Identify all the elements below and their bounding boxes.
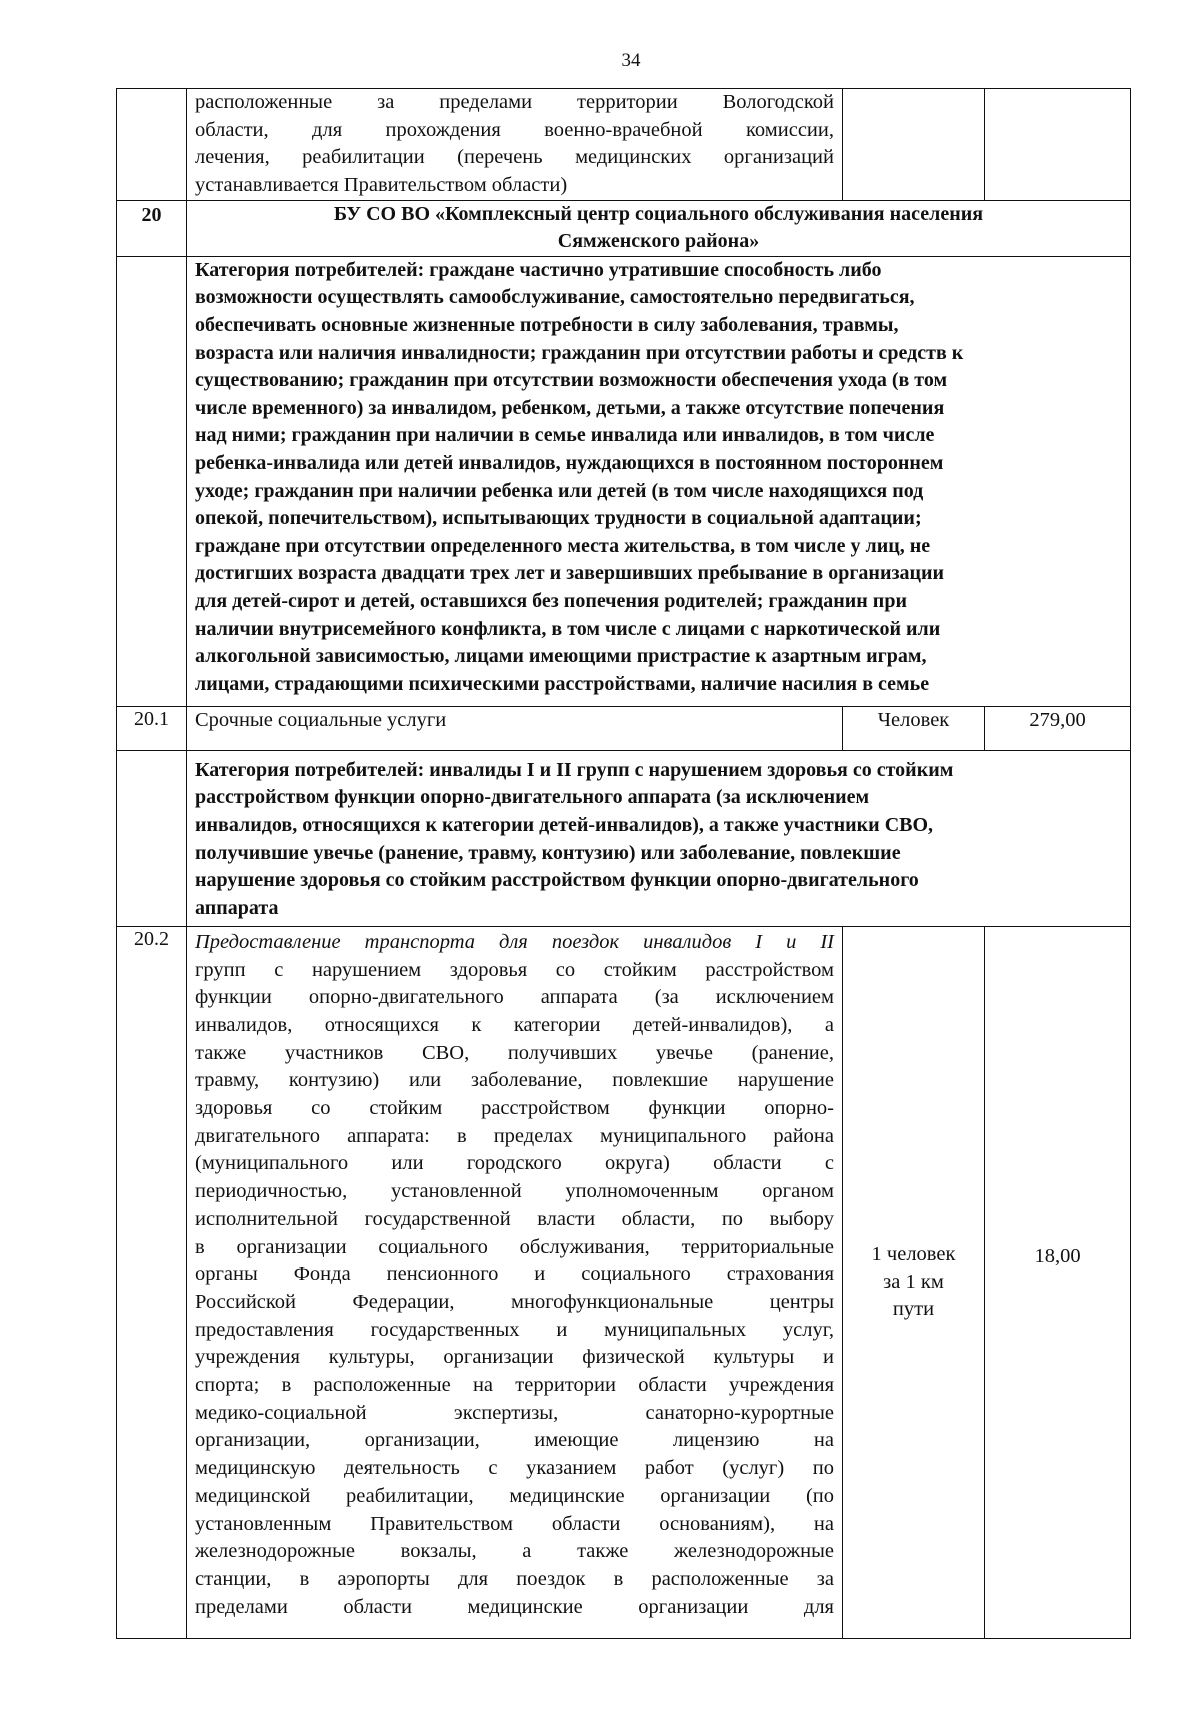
service-tariff <box>985 926 1131 1638</box>
category-line: граждане при отсутствии определенного места жительства, в том числе у лиц, не <box>195 534 931 557</box>
organization-name-line: БУ СО ВО «Комплексный центр социального обслуживания населения <box>333 202 984 225</box>
table-row-continuation <box>117 89 1131 201</box>
category-line: алкогольной зависимостью, лицами имеющими пристрастие к азартным играм, <box>195 645 927 668</box>
table-row-category <box>117 256 1131 706</box>
unit-cell-empty <box>843 89 985 201</box>
text-line: станции, в аэропорты для поездок в расположенные за <box>195 1567 834 1590</box>
category-line: лицами, страдающими психическими расстройствами, наличие насилия в семье <box>195 672 930 695</box>
text-line: (муниципального или городского округа) области с <box>195 1152 834 1175</box>
category-line: опекой, попечительством), испытывающих трудности в социальной адаптации; <box>195 507 922 530</box>
tariff-value: 18,00 <box>1034 1244 1081 1267</box>
category-line: получившие увечье (ранение, травму, контузию) или заболевание, повлекшие <box>195 841 901 864</box>
text-line: пределами области медицинские организации для <box>195 1595 834 1618</box>
table-row-organization <box>117 200 1131 256</box>
text-line: организации, организации, имеющие лицензию на <box>195 1429 834 1452</box>
table-row-category <box>117 750 1131 926</box>
service-unit: Человек <box>843 706 985 750</box>
table-row-service <box>117 706 1131 750</box>
text-line: медицинскую деятельность с указанием работ (услуг) по <box>195 1457 834 1480</box>
category-line: аппарата <box>195 896 279 919</box>
page-number: 34 <box>621 50 641 71</box>
text-line: периодичностью, установленной уполномоченным органом <box>195 1180 834 1203</box>
service-name: Срочные социальные услуги <box>187 706 843 750</box>
category-line: Категория потребителей: инвалиды I и II групп с нарушением здоровья со стойким <box>195 758 954 781</box>
text-line: двигательного аппарата: в пределах муниципального района <box>195 1124 834 1147</box>
text-line: исполнительной государственной власти области, по выбору <box>195 1207 834 1230</box>
text-line: предоставления государственных и муниципальных услуг, <box>195 1318 834 1341</box>
unit-line: 1 человек <box>871 1243 956 1266</box>
text-line: функции опорно-двигательного аппарата (за исключением <box>195 986 834 1009</box>
service-tariff: 279,00 <box>985 706 1131 750</box>
unit-line: пути <box>892 1298 935 1321</box>
text-line: медицинской реабилитации, медицинские организации (по <box>195 1484 834 1507</box>
value-cell-empty <box>985 89 1131 201</box>
category-line: возможности осуществлять самообслуживание, самостоятельно передвигаться, <box>195 286 915 309</box>
category-line: над ними; гражданин при наличии в семье инвалида или инвалидов, в том числе <box>195 424 935 447</box>
table-row-service <box>117 926 1131 1638</box>
category-line: Категория потребителей: граждане частично утратившие способность либо <box>195 258 882 281</box>
category-line: наличии внутрисемейного конфликта, в том числе с лицами с наркотической или <box>195 617 941 640</box>
text-line: инвалидов, относящихся к категории детей-инвалидов), а <box>195 1013 834 1036</box>
text-line: спорта; в расположенные на территории области учреждения <box>195 1374 834 1397</box>
text-line: медико-социальной экспертизы, санаторно-курортные <box>195 1401 834 1424</box>
text-line: здоровья со стойким расстройством функции опорно- <box>195 1097 834 1120</box>
organization-number: 20 <box>117 200 187 256</box>
text-line: также участников СВО, получивших увечье (ранение, <box>195 1041 834 1064</box>
category-line: для детей-сирот и детей, оставшихся без попечения родителей; гражданин при <box>195 589 907 612</box>
text-line: расположенные за пределами территории Вологодской <box>195 91 834 113</box>
text-line: Российской Федерации, многофункциональные центры <box>195 1290 834 1313</box>
service-text-continuation <box>195 89 834 200</box>
number-cell-empty <box>117 256 187 706</box>
category-line: расстройством функции опорно-двигательного аппарата (за исключением <box>195 786 870 809</box>
text-line: в организации социального обслуживания, территориальные <box>195 1235 834 1258</box>
text-line: групп с нарушением здоровья со стойким расстройством <box>195 958 834 981</box>
organization-name-line: Сямженского района» <box>557 229 760 252</box>
consumer-category-2 <box>187 750 1131 926</box>
category-line: ребенка-инвалида или детей инвалидов, нуждающихся в постоянном постороннем <box>195 451 944 474</box>
service-number: 20.1 <box>117 706 187 750</box>
text-line: железнодорожные вокзалы, а также железнодорожные <box>195 1540 834 1563</box>
text-line: устанавливается Правительством области) <box>195 174 568 197</box>
organization-name <box>187 200 1131 256</box>
text-line: травму, контузию) или заболевание, повлекшие нарушение <box>195 1069 834 1092</box>
text-line: лечения, реабилитации (перечень медицинских организаций <box>195 146 834 169</box>
text-line: Предоставление транспорта для поездок инвалидов I и II <box>195 930 834 953</box>
service-number: 20.2 <box>117 926 187 1638</box>
service-text-cell <box>187 89 843 201</box>
number-cell-empty <box>117 89 187 201</box>
category-line: существованию; гражданин при отсутствии возможности обеспечения ухода (в том <box>195 369 948 392</box>
text-line: учреждения культуры, организации физической культуры и <box>195 1346 834 1369</box>
category-line: возраста или наличия инвалидности; гражданин при отсутствии работы и средств к <box>195 341 964 364</box>
service-name-cell <box>187 926 843 1638</box>
service-unit <box>843 926 985 1638</box>
category-line: нарушение здоровья со стойким расстройством функции опорно-двигательного <box>195 869 919 892</box>
unit-line: за 1 км <box>883 1270 944 1293</box>
service-name <box>195 929 834 1622</box>
text-line: установленным Правительством области основаниям), на <box>195 1512 834 1535</box>
category-line: числе временного) за инвалидом, ребенком, детьми, а также отсутствие попечения <box>195 396 945 419</box>
category-line: уходе; гражданин при наличии ребенка или детей (в том числе находящихся под <box>195 479 924 502</box>
consumer-category-1 <box>187 256 1131 706</box>
text-line: органы Фонда пенсионного и социального страхования <box>195 1263 834 1286</box>
text-line: области, для прохождения военно-врачебной комиссии, <box>195 118 834 141</box>
category-line: обеспечивать основные жизненные потребности в силу заболевания, травмы, <box>195 314 899 336</box>
tariff-table <box>116 88 1131 1639</box>
number-cell-empty <box>117 750 187 926</box>
category-line: достигших возраста двадцати трех лет и завершивших пребывание в организации <box>195 562 945 585</box>
category-line: инвалидов, относящихся к категории детей-инвалидов), а также участники СВО, <box>195 814 934 836</box>
